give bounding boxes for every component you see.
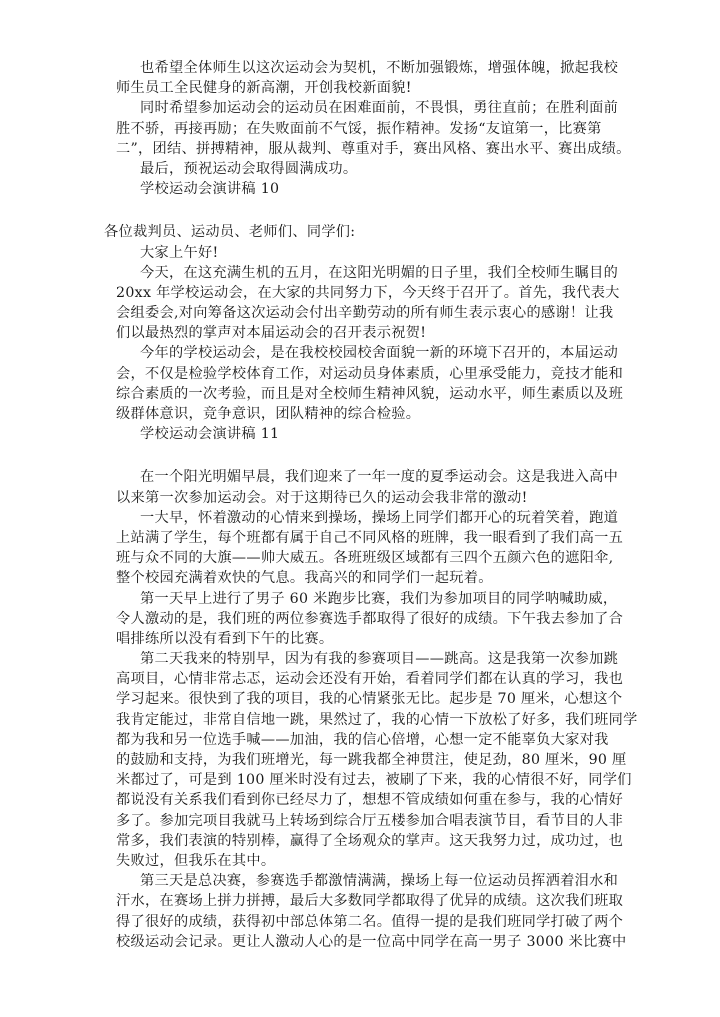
salutation: 各位裁判员、运动员、老师们、同学们:	[104, 224, 356, 241]
text-line: 失败过，但我乐在其中。	[116, 852, 276, 869]
text-line: 第一天早上进行了男子 60 米跑步比赛，我们为参加项目的同学呐喊助威，	[140, 590, 618, 607]
paragraph-day-two	[116, 649, 638, 871]
text-line: 们以最热烈的掌声对本届运动会的召开表示祝贺!	[116, 325, 427, 342]
text-line: 都说没有关系我们看到你已经尽力了，想想不管成绩如何重在参与，我的心情好	[116, 792, 624, 809]
text-line: 的鼓励和支持，为我们班增光，每一跳我都全神贯注，使足劲，80 厘米，90 厘	[116, 752, 627, 768]
document-page	[104, 58, 638, 952]
text-line: 也希望全体师生以这次运动会为契机，不断加强锻炼，增强体魄，掀起我校	[140, 60, 619, 76]
text-line: 令人激动的是，我们班的两位参赛选手都取得了很好的成绩。下午我去参加了合	[116, 610, 624, 627]
text-line: 常多，我们表演的特别棒，赢得了全场观众的掌声。这天我努力过，成功过，也	[116, 832, 624, 849]
paragraph-athlete-spirit	[116, 98, 631, 159]
paragraph-intro	[116, 467, 619, 507]
text-line: 整个校园充满着欢快的气息。我高兴的和同学们一起玩着。	[116, 570, 493, 587]
text-line: 唱排练所以没有看到下午的比赛。	[116, 630, 334, 647]
paragraph-first-morning	[116, 508, 624, 589]
text-line: 第三天是总决赛，参赛选手都激情满满，操场上每一位运动员挥洒着泪水和	[140, 873, 619, 890]
text-line: 第二天我来的特别早，因为有我的参赛项目——跳高。这是我第一次参加跳	[140, 651, 619, 668]
speech-heading-11: 学校运动会演讲稿 11	[140, 426, 280, 443]
text-line: 校级运动会记录。更让人激动人心的是一位高中同学在高一男子 3000 米比赛中	[116, 933, 627, 950]
text-line: 师生员工全民健身的新高潮，开创我校新面貌!	[116, 80, 412, 97]
text-line: 米都过了，可是到 100 厘米时没有过去，被刷了下来，我的心情很不好，同学们	[116, 772, 632, 789]
spacer	[116, 444, 612, 467]
text-line: 以来第一次参加运动会。对于这期待已久的运动会我非常的激动!	[116, 489, 528, 506]
text-line: 综合素质的一次考验，而且是对全校师生精神风貌，运动水平，师生素质以及班	[116, 385, 624, 402]
text-line: 胜不骄，再接再励；在失败面前不气馁，振作精神。发扬“友谊第一，比赛第	[116, 120, 602, 137]
text-line: 今天，在这充满生机的五月，在这阳光明媚的日子里，我们全校师生瞩目的	[140, 264, 619, 281]
text-line: 今年的学校运动会，是在我校校园校舍面貌一新的环境下召开的，本届运动	[140, 345, 619, 362]
text-line: 在一个阳光明媚早晨，我们迎来了一年一度的夏季运动会。这是我进入高中	[140, 469, 619, 486]
spacer	[116, 199, 612, 222]
paragraph-opening	[116, 263, 620, 344]
text-line: 会组委会,对向筹备这次运动会付出辛勤劳动的所有师生表示衷心的感谢！让我	[116, 305, 614, 322]
text-line: 我肯定能过，非常自信地一跳，果然过了，我的心情一下放松了好多，我们班同学	[116, 711, 638, 728]
paragraph-exercise-appeal	[116, 58, 619, 98]
text-line: 一大早，怀着激动的心情来到操场，操场上同学们都开心的玩着笑着，跑道	[140, 509, 619, 526]
greeting: 大家上午好!	[140, 244, 219, 261]
text-line: 高项目，心情非常忐忑，运动会还没有开始，看着同学们都在认真的学习，我也	[116, 671, 624, 688]
text-line: 都为我和另一位选手喊——加油，我的信心倍增，心想一定不能辜负大家对我	[116, 731, 609, 748]
paragraph-day-one	[116, 589, 624, 650]
paragraph-meet-purpose	[116, 343, 624, 424]
text-line: 学习起来。很快到了我的项目，我的心情紧张无比。起步是 70 厘米，心想这个	[116, 691, 623, 708]
text-line: 会，不仅是检验学校体育工作，对运动员身体素质，心里承受能力，竞技才能和	[116, 365, 624, 382]
text-line: 同时希望参加运动会的运动员在困难面前，不畏惧，勇往直前；在胜利面前	[140, 100, 619, 117]
text-line: 最后，预祝运动会取得圆满成功。	[140, 160, 358, 177]
text-line: 多了。参加完项目我就马上转场到综合厅五楼参加合唱表演节目，看节目的人非	[116, 812, 624, 829]
text-line: 班与众不同的大旗——帅大威五。各班班级区域都有三四个五颜六色的遮阳伞,	[116, 550, 614, 567]
text-line: 级群体意识，竞争意识，团队精神的综合检验。	[116, 406, 421, 422]
text-line: 二”，团结、拼搏精神，服从裁判、尊重对手，赛出风格、赛出水平、赛出成绩。	[116, 140, 631, 157]
speech-heading-10: 学校运动会演讲稿 10	[140, 181, 280, 198]
paragraph-closing-wish	[116, 159, 612, 179]
paragraph-day-three	[116, 871, 627, 952]
text-line: 汗水，在赛场上拼力拼搏，最后大多数同学都取得了优异的成绩。这次我们班取	[116, 893, 624, 910]
text-line: 20xx 年学校运动会，在大家的共同努力下，今天终于召开了。首先，我代表大	[116, 284, 620, 301]
text-line: 上站满了学生，每个班都有属于自己不同风格的班牌，我一眼看到了我们高一五	[116, 529, 624, 546]
text-line: 得了很好的成绩，获得初中部总体第二名。值得一提的是我们班同学打破了两个	[116, 913, 624, 930]
